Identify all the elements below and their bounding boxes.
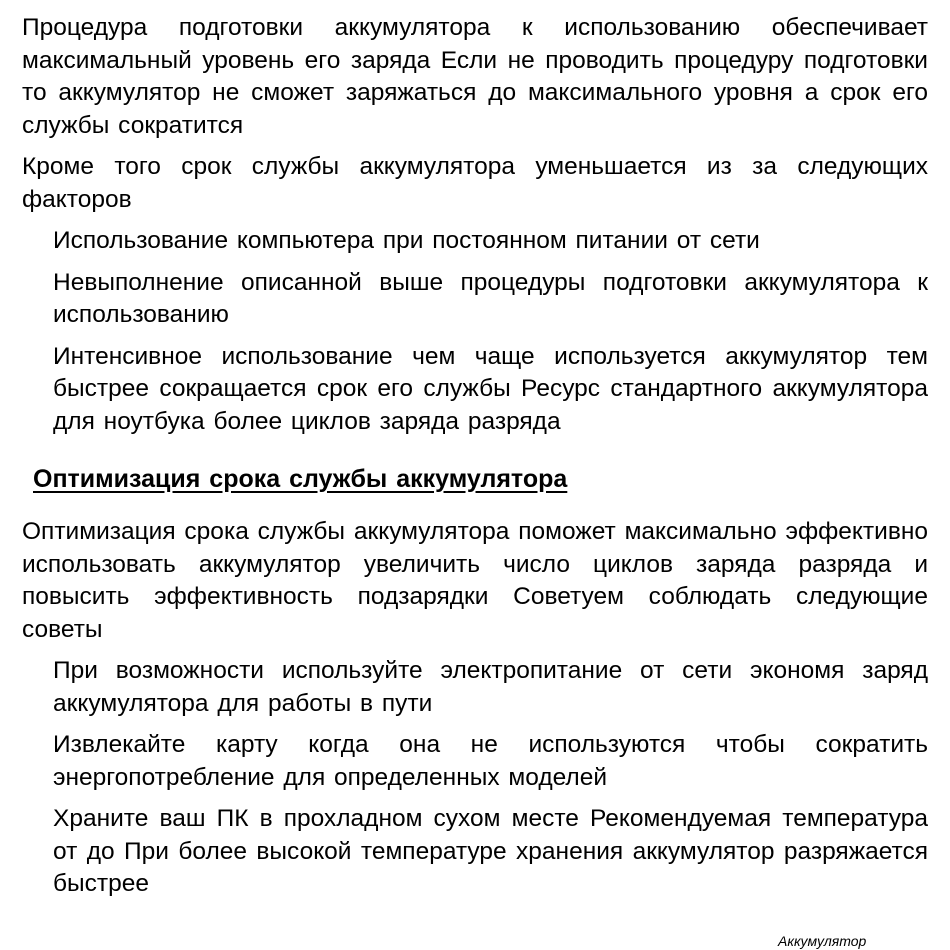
tip-item-storage: Храните ваш ПК в прохладном сухом месте Рекомендуемая температура от до При более высокой температуре хранения аккумулятор разряжается быстрее [53, 805, 928, 897]
tip-item-remove-card: Извлекайте карту когда она не используются чтобы сократить энергопотребление для определенных моделей [53, 731, 928, 791]
section-heading: Оптимизация срока службы аккумулятора [33, 465, 568, 493]
factor-item-intensive-use: Интенсивное использование чем чаще используется аккумулятор тем быстрее сокращается срок его службы Ресурс стандартного аккумулятора для ноутбука более циклов заряда разряда [53, 342, 928, 435]
factor-item-mains-power: Использование компьютера при постоянном питании от сети [53, 227, 760, 254]
page-footer-label: Аккумулятор [778, 933, 867, 949]
document-page [22, 12, 928, 910]
factor-item-no-preparation: Невыполнение описанной выше процедуры подготовки аккумулятора к использованию [53, 268, 928, 328]
intro-paragraph-preparation: Процедура подготовки аккумулятора к использованию обеспечивает максимальный уровень его заряда Если не проводить процедуру подготовки то аккумулятор не сможет заряжаться до максимального уровня а срок его службы сократится [22, 14, 928, 139]
section-intro-paragraph: Оптимизация срока службы аккумулятора поможет максимально эффективно использовать аккумулятор увеличить число циклов заряда разряда и повысить эффективность подзарядки Советуем соблюдать следующие советы [22, 518, 928, 643]
intro-paragraph-factors: Кроме того срок службы аккумулятора уменьшается из за следующих факторов [22, 153, 928, 213]
tip-item-mains-power: При возможности используйте электропитание от сети экономя заряд аккумулятора для работы в пути [53, 657, 928, 717]
